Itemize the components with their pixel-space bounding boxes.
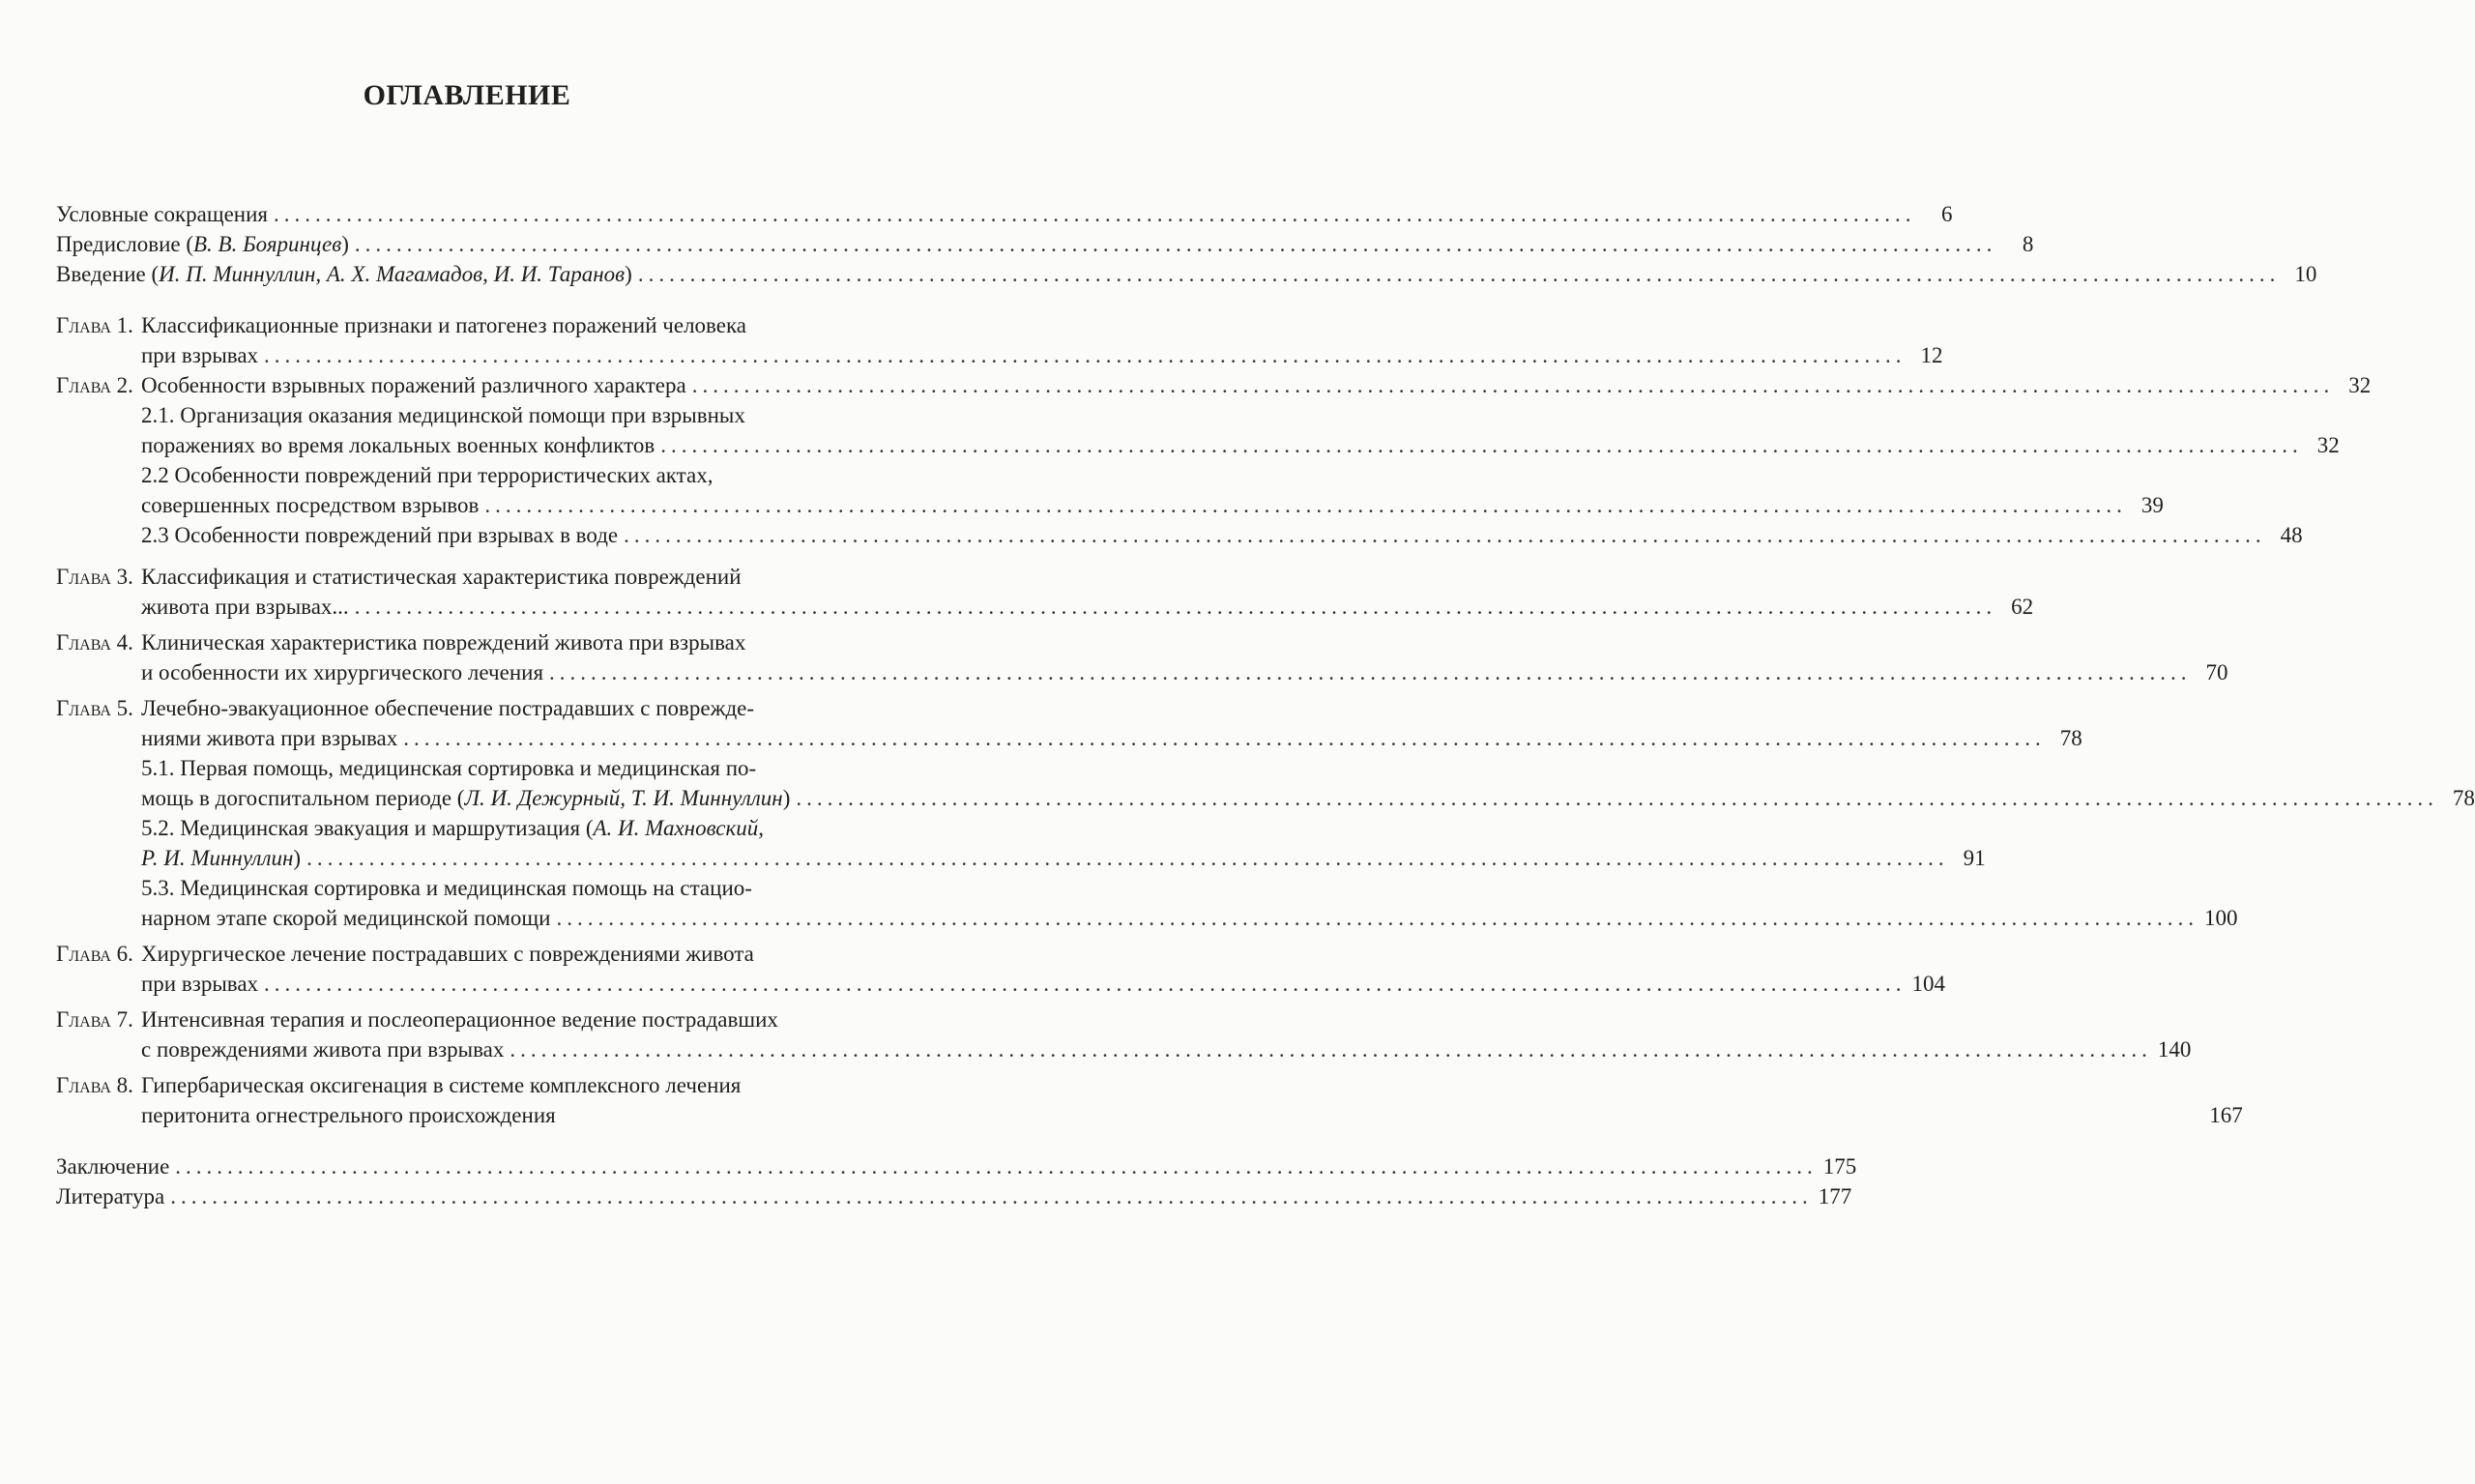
- toc-entry-chapter-1[interactable]: [56, 310, 1943, 370]
- toc-entry-abbreviations[interactable]: [56, 199, 1953, 229]
- leader-dots: ..............................................................................................................................................................: [170, 1184, 1813, 1208]
- page-number: 10: [2294, 262, 2317, 286]
- page-number: 140: [2157, 1037, 2192, 1062]
- entry-title: Предисловие (: [56, 232, 193, 256]
- leader-dots: ..............................................................................................................................................................: [306, 846, 1949, 870]
- page-number: 78: [2452, 786, 2475, 810]
- chapter-prefix: Глава 2.: [56, 373, 133, 397]
- leader-dots: ..............................................................................................................................................................: [484, 493, 2127, 517]
- leader-dots: ..............................................................................................................................................................: [556, 906, 2198, 930]
- entry-title-cont: ниями живота при взрывах: [141, 726, 398, 750]
- leader-dots: ..............................................................................................................................................................: [660, 433, 2303, 457]
- entry-title-cont: и особенности их хирургического лечения: [141, 660, 544, 684]
- leader-dots: ..............................................................................................................................................................: [354, 232, 1997, 256]
- entry-title: 5.3. Медицинская сортировка и медицинская помощь на стацио-: [141, 876, 752, 900]
- page-number: 8: [2022, 232, 2034, 256]
- entry-title: Классификационные признаки и патогенез поражений человека: [141, 313, 747, 337]
- page-number: 78: [2059, 726, 2082, 750]
- entry-title-end: ): [782, 786, 791, 810]
- chapter-prefix: Глава 7.: [56, 1007, 133, 1032]
- entry-title: Лечебно-эвакуационное обеспечение пострадавших с поврежде-: [141, 696, 755, 720]
- leader-dots: ..............................................................................................................................................................: [624, 523, 2266, 547]
- leader-dots: ..............................................................................................................................................................: [637, 262, 2281, 286]
- chapter-prefix: Глава 3.: [56, 565, 133, 589]
- entry-title-cont: с повреждениями живота при взрывах: [141, 1037, 505, 1062]
- toc-entry-section-5-2[interactable]: [56, 813, 1986, 873]
- leader-dots: ..............................................................................................................................................................: [175, 1154, 1818, 1178]
- leader-dots: ..............................................................................................................................................................: [796, 786, 2438, 810]
- chapter-prefix: Глава 8.: [56, 1073, 133, 1097]
- entry-title: Введение (: [56, 262, 160, 286]
- chapter-prefix: Глава 1.: [56, 313, 133, 337]
- page-number: 70: [2205, 660, 2228, 684]
- entry-authors: Р. И. Миннуллин: [141, 846, 294, 870]
- entry-title: Хирургическое лечение пострадавших с повреждениями живота: [141, 942, 754, 966]
- toc-entry-chapter-7[interactable]: [56, 1004, 2192, 1064]
- entry-authors: И. П. Миннуллин, А. Х. Магамадов, И. И. Таранов: [159, 262, 626, 286]
- chapter-prefix: Глава 6.: [56, 942, 133, 966]
- leader-dots: ..............................................................................................................................................................: [549, 660, 2192, 684]
- entry-title-cont: нарном этапе скорой медицинской помощи: [141, 906, 551, 930]
- toc-entry-chapter-2[interactable]: [56, 370, 2372, 400]
- entry-title-cont: живота при взрывах...: [141, 595, 349, 619]
- entry-authors-line1: А. И. Махновский,: [593, 816, 764, 840]
- toc-entry-chapter-5[interactable]: [56, 693, 2082, 753]
- table-of-contents: [56, 199, 2475, 1211]
- leader-dots: ..............................................................................................................................................................: [264, 343, 1907, 367]
- page-number: 32: [2348, 373, 2372, 397]
- toc-entry-chapter-8[interactable]: [56, 1070, 2243, 1130]
- page-number: 175: [1822, 1154, 1857, 1178]
- leader-dots: ..............................................................................................................................................................: [264, 972, 1907, 996]
- entry-title-end: ): [341, 232, 349, 256]
- toc-entry-chapter-6[interactable]: [56, 939, 1946, 999]
- entry-title: 5.2. Медицинская эвакуация и маршрутизация (: [141, 816, 594, 840]
- leader-dots: ..............................................................................................................................................................: [274, 202, 1916, 226]
- entry-title-cont: перитонита огнестрельного происхождения: [141, 1103, 556, 1127]
- page-number: 167: [2209, 1103, 2243, 1127]
- book-page: [56, 0, 2475, 1484]
- toc-entry-section-5-1[interactable]: [56, 753, 2475, 813]
- entry-title-cont: совершенных посредством взрывов: [141, 493, 480, 517]
- entry-title: 2.1. Организация оказания медицинской помощи при взрывных: [141, 403, 745, 427]
- entry-title-cont: мощь в догоспитальном периоде (: [141, 786, 465, 810]
- entry-title: Литература: [56, 1184, 165, 1208]
- entry-title-cont: поражениях во время локальных военных конфликтов: [141, 433, 655, 457]
- chapter-prefix: Глава 4.: [56, 630, 133, 655]
- page-number: 12: [1920, 343, 1943, 367]
- page-number: 91: [1963, 846, 1986, 870]
- entry-authors: Л. И. Дежурный, Т. И. Миннуллин: [464, 786, 783, 810]
- entry-title: 2.2 Особенности повреждений при террористических актах,: [141, 463, 713, 487]
- toc-entry-section-2-3[interactable]: [56, 520, 2303, 550]
- page-number: 48: [2280, 523, 2303, 547]
- entry-title: Гипербарическая оксигенация в системе комплексного лечения: [141, 1073, 742, 1097]
- entry-title-end: ): [293, 846, 302, 870]
- entry-title: Интенсивная терапия и послеоперационное ведение пострадавших: [141, 1007, 778, 1032]
- leader-dots: ..............................................................................................................................................................: [403, 726, 2046, 750]
- toc-entry-section-2-1[interactable]: [56, 400, 2340, 460]
- page-number: 6: [1941, 202, 1953, 226]
- toc-entry-conclusion[interactable]: [56, 1151, 1857, 1181]
- toc-entry-section-2-2[interactable]: [56, 460, 2164, 520]
- entry-title: 5.1. Первая помощь, медицинская сортировка и медицинская по-: [141, 756, 757, 780]
- entry-authors: В. В. Бояринцев: [193, 232, 342, 256]
- toc-entry-introduction[interactable]: [56, 259, 2317, 289]
- toc-entry-literature[interactable]: [56, 1181, 1852, 1211]
- entry-title: Условные сокращения: [56, 202, 268, 226]
- page-number: 62: [2011, 595, 2034, 619]
- entry-title: 2.3 Особенности повреждений при взрывах в воде: [141, 523, 619, 547]
- page-number: 104: [1911, 972, 1946, 996]
- page-number: 32: [2316, 433, 2340, 457]
- toc-entry-chapter-3[interactable]: [56, 562, 2034, 622]
- page-number: 39: [2140, 493, 2164, 517]
- page-number: 100: [2203, 906, 2238, 930]
- leader-dots: ..............................................................................................................................................................: [510, 1037, 2152, 1062]
- leader-dots: ..............................................................................................................................................................: [354, 595, 1997, 619]
- entry-title: Особенности взрывных поражений различного характера: [141, 373, 686, 397]
- entry-title-cont: при взрывах: [141, 343, 259, 367]
- entry-title-end: ): [625, 262, 632, 286]
- chapter-prefix: Глава 5.: [56, 696, 133, 720]
- entry-title-cont: при взрывах: [141, 972, 259, 996]
- toc-entry-section-5-3[interactable]: [56, 873, 2238, 933]
- entry-title: Классификация и статистическая характеристика повреждений: [141, 565, 742, 589]
- page-title: ОГЛАВЛЕНИЕ: [363, 79, 571, 111]
- entry-title: Клиническая характеристика повреждений живота при взрывах: [141, 630, 746, 655]
- entry-title: Заключение: [56, 1154, 170, 1178]
- page-number: 177: [1818, 1184, 1852, 1208]
- toc-entry-preface[interactable]: [56, 229, 2034, 259]
- leader-dots: ..............................................................................................................................................................: [691, 373, 2335, 397]
- toc-entry-chapter-4[interactable]: [56, 627, 2228, 687]
